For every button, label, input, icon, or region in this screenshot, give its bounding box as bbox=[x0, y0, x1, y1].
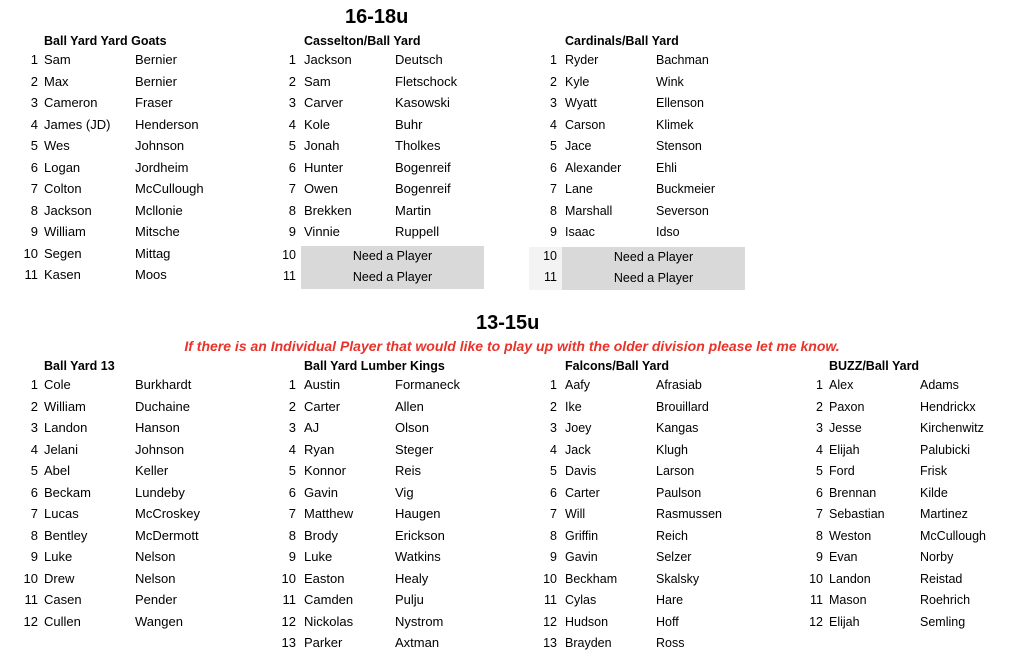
player-last-name: Nelson bbox=[135, 570, 176, 586]
player-number: 9 bbox=[288, 549, 296, 564]
player-first-name: Jonah bbox=[304, 138, 340, 153]
player-last-name: Selzer bbox=[656, 550, 692, 564]
player-number: 9 bbox=[30, 224, 38, 239]
player-number: 4 bbox=[550, 442, 557, 457]
player-first-name: Cameron bbox=[44, 95, 98, 110]
player-number: 1 bbox=[816, 378, 823, 392]
player-last-name: Bogenreif bbox=[395, 159, 451, 175]
player-first-name: Alex bbox=[829, 378, 854, 392]
player-number: 6 bbox=[550, 160, 557, 175]
player-number: 10 bbox=[23, 570, 38, 586]
team-name: Ball Yard 13 bbox=[44, 359, 115, 373]
player-first-name: Ryder bbox=[565, 53, 599, 67]
player-last-name: Axtman bbox=[395, 635, 440, 650]
player-number: 1 bbox=[30, 377, 38, 392]
player-last-name: Brouillard bbox=[656, 399, 709, 414]
player-last-name: McCroskey bbox=[135, 506, 201, 521]
player-first-name: Landon bbox=[829, 571, 871, 586]
player-last-name: Frisk bbox=[920, 464, 948, 478]
player-last-name: Steger bbox=[395, 441, 434, 457]
player-number: 5 bbox=[30, 463, 38, 478]
player-first-name: Easton bbox=[304, 570, 345, 586]
player-last-name: Allen bbox=[395, 398, 424, 414]
player-first-name: Marshall bbox=[565, 203, 613, 218]
player-first-name: Brennan bbox=[829, 485, 877, 500]
player-last-name: Hoff bbox=[656, 614, 679, 629]
player-first-name: Brody bbox=[304, 527, 338, 543]
team-name: Ball Yard Yard Goats bbox=[44, 34, 167, 48]
player-number: 8 bbox=[816, 528, 823, 543]
player-first-name: William bbox=[44, 398, 86, 414]
player-number: 5 bbox=[816, 464, 823, 478]
need-a-player-cell: Need a Player bbox=[562, 268, 745, 290]
player-number: 3 bbox=[30, 420, 38, 435]
player-number: 2 bbox=[30, 73, 38, 89]
player-number: 6 bbox=[816, 485, 823, 500]
player-number: 8 bbox=[288, 202, 296, 218]
team-name: BUZZ/Ball Yard bbox=[829, 359, 920, 373]
player-last-name: Keller bbox=[135, 463, 169, 478]
player-first-name: Gavin bbox=[304, 484, 338, 500]
player-last-name: Paulson bbox=[656, 485, 702, 500]
player-last-name: Healy bbox=[395, 570, 429, 586]
player-first-name: Jackson bbox=[44, 202, 92, 218]
player-number: 6 bbox=[30, 484, 38, 500]
player-first-name: Casen bbox=[44, 592, 82, 607]
player-last-name: Norby bbox=[920, 550, 954, 564]
player-last-name: Reich bbox=[656, 528, 688, 543]
player-last-name: Hare bbox=[656, 593, 684, 607]
player-last-name: Klimek bbox=[656, 117, 694, 132]
division-title-13-15u: 13-15u bbox=[476, 312, 540, 334]
player-number: 7 bbox=[30, 506, 38, 521]
player-first-name: Isaac bbox=[565, 225, 595, 239]
player-first-name: Carter bbox=[565, 485, 600, 500]
player-last-name: Wink bbox=[656, 74, 684, 89]
player-last-name: Lundeby bbox=[135, 484, 185, 500]
player-number: 12 bbox=[543, 614, 557, 629]
player-last-name: McCullough bbox=[135, 181, 204, 196]
player-last-name: Palubicki bbox=[920, 442, 971, 457]
player-first-name: Parker bbox=[304, 635, 343, 650]
player-first-name: Konnor bbox=[304, 463, 346, 478]
player-last-name: Nystrom bbox=[395, 613, 444, 629]
player-last-name: Kirchenwitz bbox=[920, 421, 984, 435]
player-number: 1 bbox=[288, 52, 296, 67]
player-last-name: Mitsche bbox=[135, 224, 180, 239]
player-number: 10 bbox=[543, 248, 557, 263]
player-first-name: Sam bbox=[44, 52, 71, 67]
player-number: 9 bbox=[550, 225, 557, 239]
player-number: 11 bbox=[282, 592, 296, 607]
player-number: 3 bbox=[288, 95, 296, 110]
player-first-name: Joey bbox=[565, 421, 592, 435]
player-number: 8 bbox=[30, 202, 38, 218]
player-first-name: Alexander bbox=[565, 160, 622, 175]
player-number: 11 bbox=[283, 269, 296, 283]
player-last-name: Tholkes bbox=[395, 138, 441, 153]
player-first-name: Kyle bbox=[565, 74, 590, 89]
player-number: 7 bbox=[550, 507, 557, 521]
player-number: 4 bbox=[288, 116, 296, 132]
player-number: 4 bbox=[288, 441, 296, 457]
team-name: Cardinals/Ball Yard bbox=[565, 34, 679, 48]
player-first-name: Kole bbox=[304, 116, 331, 132]
player-number: 4 bbox=[30, 441, 38, 457]
player-first-name: AJ bbox=[304, 420, 320, 435]
player-first-name: Camden bbox=[304, 592, 354, 607]
player-first-name: Beckham bbox=[565, 571, 618, 586]
player-number: 8 bbox=[550, 203, 557, 218]
player-first-name: Hudson bbox=[565, 614, 609, 629]
player-last-name: Buckmeier bbox=[656, 182, 716, 196]
player-number: 1 bbox=[288, 377, 296, 392]
player-last-name: Skalsky bbox=[656, 571, 700, 586]
player-last-name: Wangen bbox=[135, 613, 183, 629]
player-number: 12 bbox=[281, 613, 296, 629]
player-last-name: Jordheim bbox=[135, 159, 189, 175]
player-last-name: Bernier bbox=[135, 73, 177, 89]
player-number: 11 bbox=[544, 270, 557, 284]
player-first-name: James (JD) bbox=[44, 116, 111, 132]
player-first-name: Jackson bbox=[304, 52, 352, 67]
player-number: 10 bbox=[543, 571, 557, 586]
player-last-name: Reistad bbox=[920, 571, 963, 586]
player-first-name: Abel bbox=[44, 463, 71, 478]
player-number: 7 bbox=[816, 507, 823, 521]
player-number: 10 bbox=[281, 570, 296, 586]
player-number: 2 bbox=[288, 73, 296, 89]
player-first-name: Segen bbox=[44, 245, 82, 261]
player-last-name: Severson bbox=[656, 203, 709, 218]
player-first-name: Owen bbox=[304, 181, 338, 196]
player-number: 2 bbox=[816, 399, 823, 414]
player-last-name: Larson bbox=[656, 464, 695, 478]
player-last-name: Formaneck bbox=[395, 377, 461, 392]
player-first-name: Will bbox=[565, 507, 586, 521]
player-last-name: Ehli bbox=[656, 160, 677, 175]
player-number: 6 bbox=[288, 159, 296, 175]
player-number: 10 bbox=[23, 245, 38, 261]
player-first-name: Ike bbox=[565, 399, 582, 414]
player-first-name: Brekken bbox=[304, 202, 352, 218]
player-number: 3 bbox=[550, 421, 557, 435]
player-first-name: Sebastian bbox=[829, 507, 885, 521]
player-last-name: Kangas bbox=[656, 421, 699, 435]
player-last-name: Idso bbox=[656, 225, 680, 239]
player-last-name: Bachman bbox=[656, 53, 709, 67]
player-last-name: McDermott bbox=[135, 527, 199, 543]
player-first-name: Elijah bbox=[829, 442, 860, 457]
player-number: 9 bbox=[288, 224, 296, 239]
player-last-name: Kilde bbox=[920, 485, 948, 500]
player-last-name: Rasmussen bbox=[656, 507, 722, 521]
player-number: 4 bbox=[816, 442, 823, 457]
player-last-name: Deutsch bbox=[395, 52, 443, 67]
player-first-name: Griffin bbox=[565, 528, 599, 543]
player-first-name: Colton bbox=[44, 181, 82, 196]
player-last-name: Henderson bbox=[135, 116, 199, 132]
player-last-name: Stenson bbox=[656, 139, 702, 153]
player-number: 3 bbox=[288, 420, 296, 435]
player-first-name: Nickolas bbox=[304, 613, 354, 629]
player-last-name: Vig bbox=[395, 484, 414, 500]
player-number: 11 bbox=[24, 267, 38, 282]
player-last-name: Bogenreif bbox=[395, 181, 451, 196]
player-last-name: Adams bbox=[920, 378, 959, 392]
player-first-name: Wes bbox=[44, 138, 70, 153]
player-first-name: Matthew bbox=[304, 506, 354, 521]
player-number: 8 bbox=[550, 528, 557, 543]
player-last-name: Buhr bbox=[395, 116, 423, 132]
player-first-name: Bentley bbox=[44, 527, 88, 543]
player-first-name: Ryan bbox=[304, 441, 335, 457]
player-first-name: Carter bbox=[304, 398, 341, 414]
player-first-name: Lane bbox=[565, 182, 593, 196]
player-number: 9 bbox=[30, 549, 38, 564]
player-first-name: Gavin bbox=[565, 550, 598, 564]
player-last-name: Erickson bbox=[395, 527, 445, 543]
player-first-name: Austin bbox=[304, 377, 341, 392]
player-first-name: Carver bbox=[304, 95, 344, 110]
player-first-name: Beckam bbox=[44, 484, 91, 500]
player-first-name: Brayden bbox=[565, 636, 612, 650]
player-first-name: Cylas bbox=[565, 593, 597, 607]
player-last-name: Martin bbox=[395, 202, 432, 218]
player-number: 5 bbox=[288, 138, 296, 153]
player-last-name: Fletschock bbox=[395, 73, 458, 89]
player-number: 5 bbox=[30, 138, 38, 153]
player-number: 1 bbox=[550, 53, 557, 67]
player-first-name: Luke bbox=[304, 549, 333, 564]
player-first-name: Evan bbox=[829, 550, 858, 564]
player-number: 9 bbox=[550, 550, 557, 564]
player-last-name: Mcllonie bbox=[135, 202, 183, 218]
player-number: 1 bbox=[550, 378, 557, 392]
player-number: 9 bbox=[816, 550, 823, 564]
player-first-name: Kasen bbox=[44, 267, 81, 282]
player-last-name: Watkins bbox=[395, 549, 441, 564]
player-number: 2 bbox=[30, 398, 38, 414]
player-last-name: Fraser bbox=[135, 95, 173, 110]
player-first-name: Luke bbox=[44, 549, 73, 564]
player-last-name: Klugh bbox=[656, 442, 688, 457]
player-first-name: Davis bbox=[565, 464, 597, 478]
need-a-player-cell: Need a Player bbox=[301, 246, 484, 268]
player-first-name: Lucas bbox=[44, 506, 79, 521]
team-name: Ball Yard Lumber Kings bbox=[304, 359, 445, 373]
team-name: Falcons/Ball Yard bbox=[565, 359, 669, 373]
player-last-name: Mittag bbox=[135, 245, 171, 261]
player-first-name: Jack bbox=[565, 442, 591, 457]
player-last-name: Ellenson bbox=[656, 96, 704, 110]
player-number: 11 bbox=[24, 592, 38, 607]
player-number: 2 bbox=[550, 399, 557, 414]
player-number: 13 bbox=[281, 635, 296, 650]
player-last-name: Haugen bbox=[395, 506, 441, 521]
player-first-name: Aafy bbox=[565, 378, 591, 392]
player-first-name: Drew bbox=[44, 570, 75, 586]
player-last-name: Reis bbox=[395, 463, 422, 478]
player-number: 3 bbox=[816, 421, 823, 435]
player-last-name: Olson bbox=[395, 420, 429, 435]
player-last-name: Pender bbox=[135, 592, 177, 607]
player-number: 13 bbox=[543, 636, 557, 650]
player-number: 11 bbox=[810, 593, 823, 607]
player-number: 8 bbox=[288, 527, 296, 543]
player-number: 2 bbox=[288, 398, 296, 414]
player-first-name: Paxon bbox=[829, 399, 865, 414]
player-first-name: Max bbox=[44, 73, 69, 89]
player-number: 6 bbox=[550, 485, 557, 500]
player-number: 6 bbox=[30, 159, 38, 175]
player-number: 5 bbox=[550, 464, 557, 478]
player-first-name: William bbox=[44, 224, 86, 239]
player-first-name: Mason bbox=[829, 593, 867, 607]
player-first-name: Elijah bbox=[829, 614, 860, 629]
player-number: 10 bbox=[282, 247, 296, 262]
player-number: 2 bbox=[550, 74, 557, 89]
player-first-name: Cole bbox=[44, 377, 71, 392]
player-last-name: Nelson bbox=[135, 549, 176, 564]
player-last-name: Hendrickx bbox=[920, 399, 976, 414]
team-name: Casselton/Ball Yard bbox=[304, 34, 421, 48]
player-number: 4 bbox=[550, 117, 557, 132]
player-number: 6 bbox=[288, 484, 296, 500]
player-first-name: Logan bbox=[44, 159, 81, 175]
player-number: 12 bbox=[809, 614, 823, 629]
player-last-name: Moos bbox=[135, 267, 167, 282]
player-number: 12 bbox=[23, 613, 38, 629]
player-number: 7 bbox=[550, 182, 557, 196]
player-first-name: Landon bbox=[44, 420, 88, 435]
player-last-name: Duchaine bbox=[135, 398, 190, 414]
player-first-name: Vinnie bbox=[304, 224, 340, 239]
player-last-name: Afrasiab bbox=[656, 378, 702, 392]
player-number: 3 bbox=[30, 95, 38, 110]
player-first-name: Carson bbox=[565, 117, 606, 132]
player-number: 4 bbox=[30, 116, 38, 132]
need-a-player-cell: Need a Player bbox=[301, 267, 484, 289]
player-number: 11 bbox=[544, 593, 557, 607]
player-number: 3 bbox=[550, 96, 557, 110]
player-last-name: Burkhardt bbox=[135, 377, 192, 392]
player-last-name: Pulju bbox=[395, 592, 424, 607]
player-first-name: Ford bbox=[829, 464, 855, 478]
player-number: 7 bbox=[288, 506, 296, 521]
player-last-name: Ruppell bbox=[395, 224, 440, 239]
player-first-name: Cullen bbox=[44, 613, 81, 629]
player-number: 5 bbox=[288, 463, 296, 478]
need-a-player-cell: Need a Player bbox=[562, 247, 745, 269]
player-number: 10 bbox=[809, 571, 823, 586]
player-first-name: Wyatt bbox=[565, 96, 597, 110]
player-number: 7 bbox=[30, 181, 38, 196]
player-last-name: Bernier bbox=[135, 52, 177, 67]
player-first-name: Jelani bbox=[44, 441, 78, 457]
player-last-name: Semling bbox=[920, 614, 966, 629]
division-title-16-18u: 16-18u bbox=[345, 6, 409, 28]
player-last-name: Hanson bbox=[135, 420, 180, 435]
player-number: 8 bbox=[30, 527, 38, 543]
player-last-name: Johnson bbox=[135, 138, 185, 153]
player-last-name: Kasowski bbox=[395, 95, 450, 110]
player-last-name: Roehrich bbox=[920, 593, 971, 607]
player-first-name: Weston bbox=[829, 528, 872, 543]
player-last-name: McCullough bbox=[920, 528, 987, 543]
player-number: 5 bbox=[550, 139, 557, 153]
player-first-name: Jesse bbox=[829, 421, 862, 435]
player-first-name: Hunter bbox=[304, 159, 344, 175]
notice-text: If there is an Individual Player that would like to play up with the older division please let me know. bbox=[184, 338, 840, 354]
player-first-name: Sam bbox=[304, 73, 331, 89]
player-number: 7 bbox=[288, 181, 296, 196]
player-last-name: Ross bbox=[656, 636, 685, 650]
player-last-name: Martinez bbox=[920, 507, 968, 521]
player-number: 1 bbox=[30, 52, 38, 67]
player-last-name: Johnson bbox=[135, 441, 185, 457]
player-first-name: Jace bbox=[565, 139, 592, 153]
